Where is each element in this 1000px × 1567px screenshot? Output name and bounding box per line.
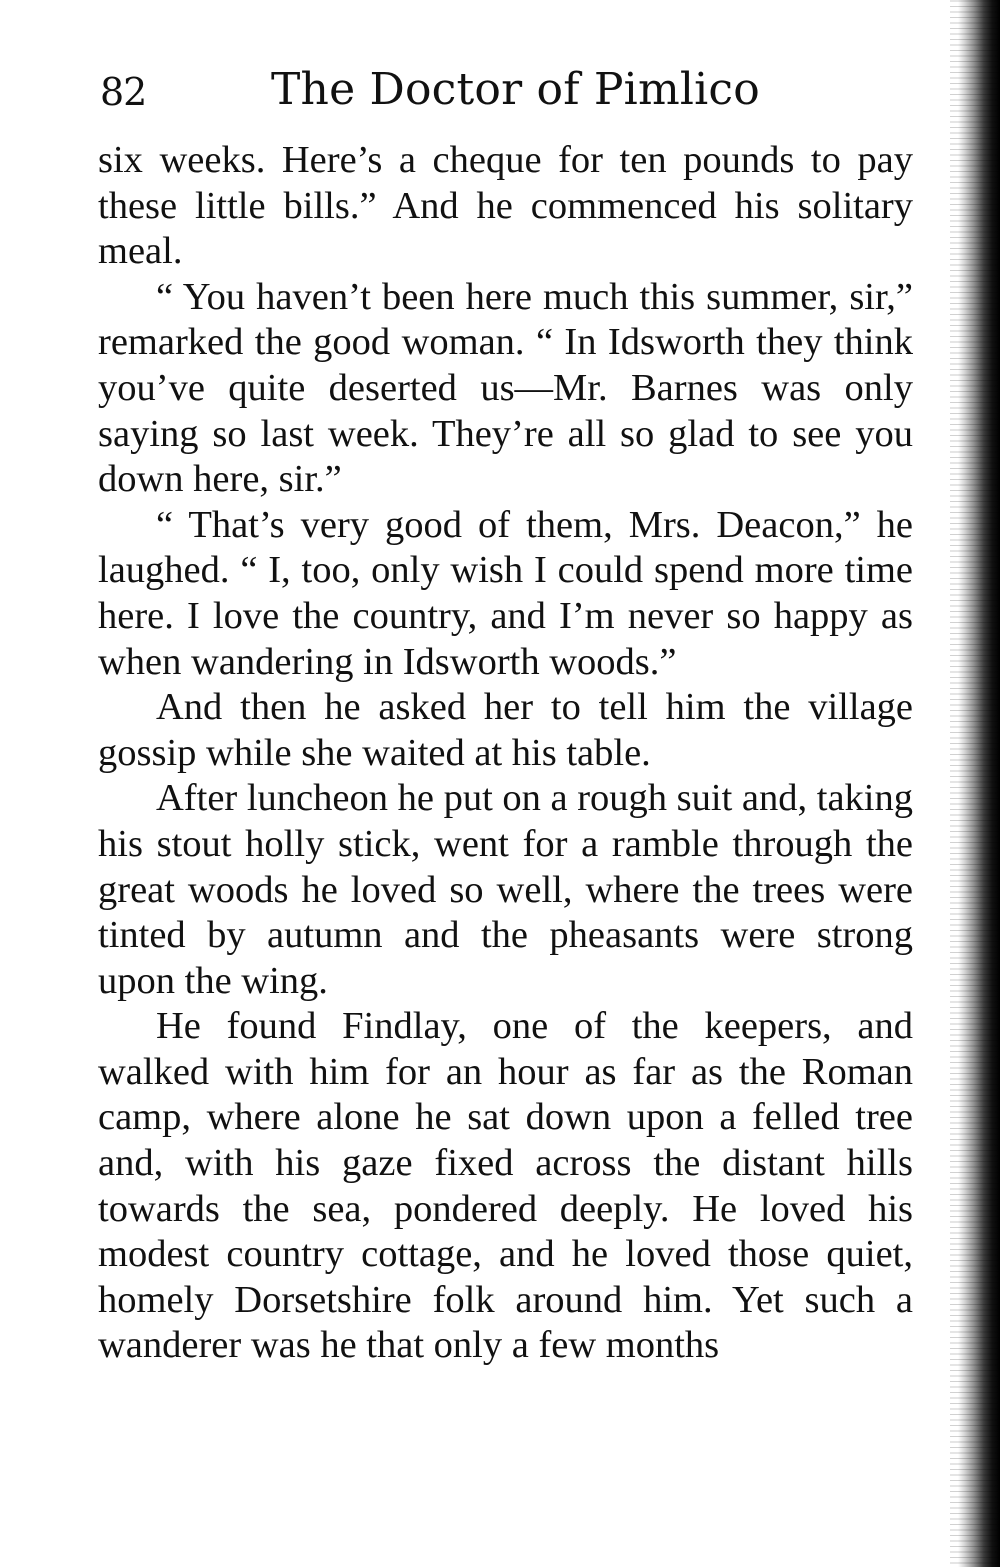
body-text xyxy=(98,138,913,1369)
paragraph: And then he asked her to tell him the village gossip while she waited at his table. xyxy=(98,686,913,774)
page-binding-edge xyxy=(950,0,1000,1567)
page-header xyxy=(100,60,912,130)
page-number: 82 xyxy=(100,70,147,114)
running-title: The Doctor of Pimlico xyxy=(271,64,760,115)
paragraph: “ That’s very good of them, Mrs. Deacon,” he laughed. “ I, too, only wish I could spend more time here. I love the country, and I’m never so happy as when wandering in Idsworth woods.” xyxy=(98,503,913,683)
paragraph-continuation: six weeks. Here’s a cheque for ten pounds to pay these little bills.” And he commenced his solitary meal. xyxy=(98,139,913,273)
paragraph: He found Findlay, one of the keepers, and walked with him for an hour as far as the Roman camp, where alone he sat down upon a felled tree and, with his gaze fixed across the distant hills towards the sea, pondered deeply. He loved his modest country cottage, and he loved those quiet, homely Dorsetshire folk around him. Yet such a wanderer was he that only a few months xyxy=(98,1005,913,1367)
paragraph: After luncheon he put on a rough suit and, taking his stout holly stick, went for a ramble through the great woods he loved so well, where the trees were tinted by autumn and the pheasants were strong upon the wing. xyxy=(98,777,913,1002)
paragraph: “ You haven’t been here much this summer, sir,” remarked the good woman. “ In Idsworth they think you’ve quite deserted us—Mr. Barnes was only saying so last week. They’re all so glad to see you down here, sir.” xyxy=(98,275,913,501)
